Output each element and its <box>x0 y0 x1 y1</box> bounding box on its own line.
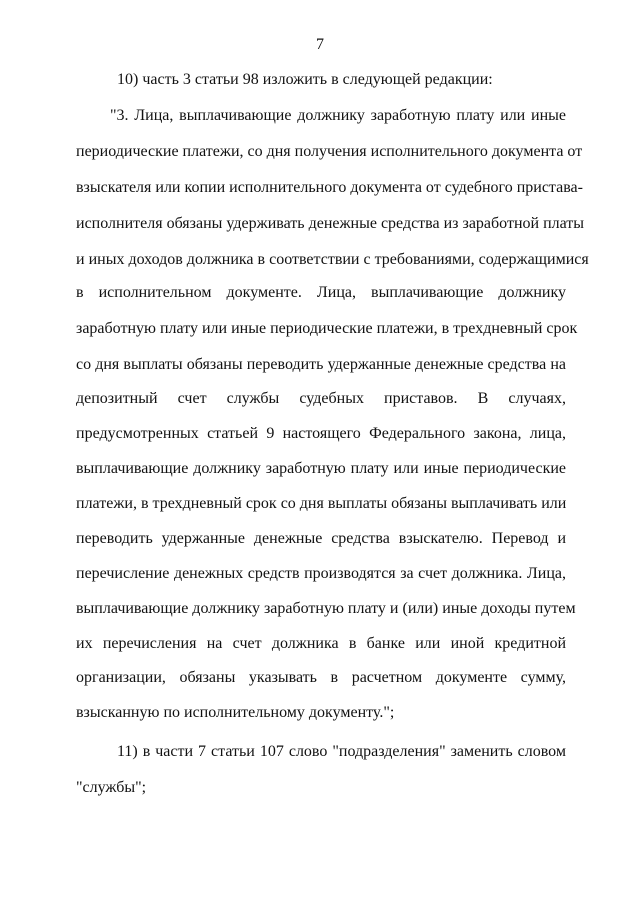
text-line: их перечисления на счет должника в банке или иной кредитной <box>76 635 566 652</box>
text-line: переводить удержанные денежные средства взыскателю. Перевод и <box>76 530 566 547</box>
text-line: 11) в части 7 статьи 107 слово "подразделения" заменить словом <box>117 743 566 760</box>
text-line: исполнителя обязаны удерживать денежные средства из заработной платы <box>76 215 585 232</box>
text-line: заработную плату или иные периодические платежи, в трехдневный срок <box>76 320 578 337</box>
text-line: перечисление денежных средств производятся за счет должника. Лица, <box>76 565 566 582</box>
text-line: организации, обязаны указывать в расчетном документе сумму, <box>76 669 566 686</box>
text-line: выплачивающие должнику заработную плату и (или) иные доходы путем <box>76 600 576 617</box>
text-line: "3. Лица, выплачивающие должнику заработную плату или иные <box>110 107 566 124</box>
text-line: периодические платежи, со дня получения исполнительного документа от <box>76 143 583 160</box>
text-line: взысканную по исполнительному документу."; <box>76 704 395 721</box>
text-line: 10) часть 3 статьи 98 изложить в следующей редакции: <box>117 71 493 88</box>
text-line: платежи, в трехдневный срок со дня выплаты обязаны выплачивать или <box>76 495 567 512</box>
text-line: взыскателя или копии исполнительного документа от судебного пристава- <box>76 179 583 196</box>
text-line: выплачивающие должнику заработную плату или иные периодические <box>76 460 566 477</box>
text-line: "службы"; <box>76 779 147 796</box>
page-number: 7 <box>316 36 324 53</box>
text-line: предусмотренных статьей 9 настоящего Федерального закона, лица, <box>76 425 566 442</box>
text-line: депозитный счет службы судебных приставов. В случаях, <box>76 390 566 407</box>
text-line: в исполнительном документе. Лица, выплачивающие должнику <box>76 284 566 301</box>
text-line: и иных доходов должника в соответствии с требованиями, содержащимися <box>76 251 589 268</box>
text-line: со дня выплаты обязаны переводить удержанные денежные средства на <box>76 356 566 373</box>
